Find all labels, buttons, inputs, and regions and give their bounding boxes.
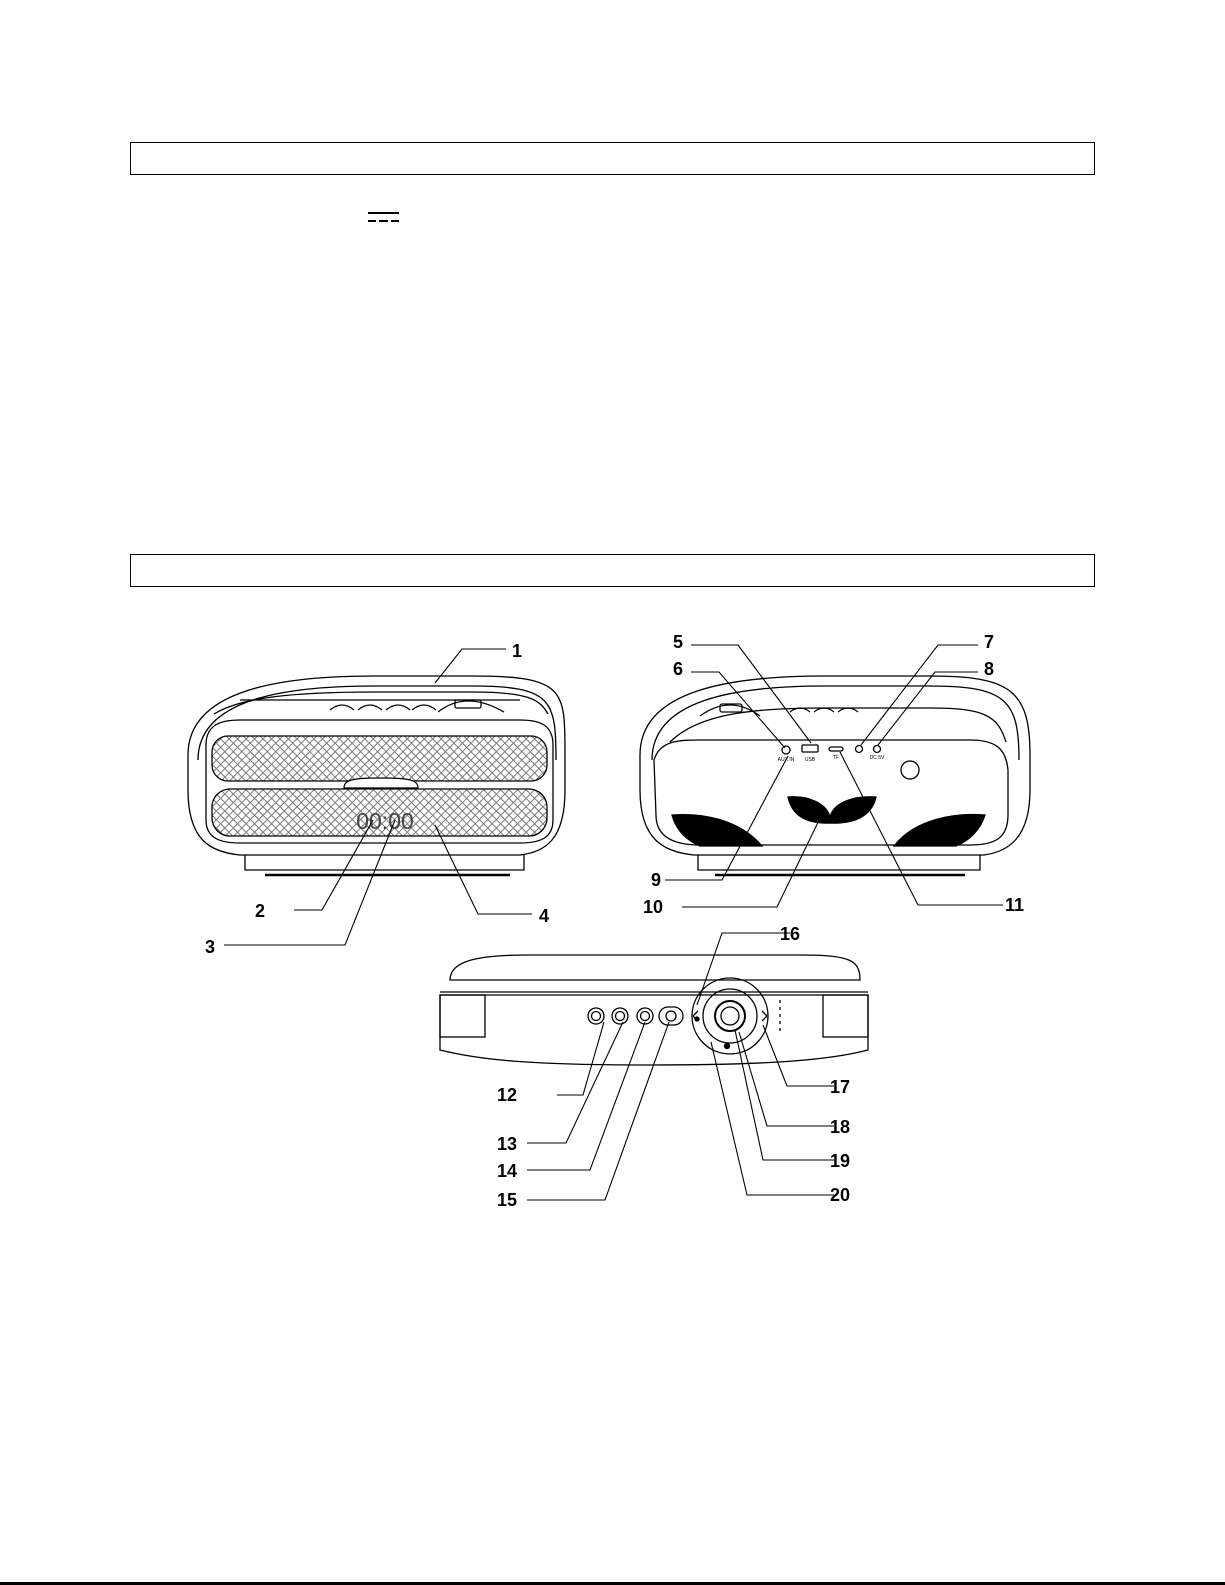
callout-5: 5 xyxy=(673,632,684,652)
aux-port-label: AUX IN xyxy=(777,757,795,763)
callout-7: 7 xyxy=(984,632,995,652)
callout-19: 19 xyxy=(830,1151,851,1171)
clock-display-text: 00:00 xyxy=(356,808,414,834)
callout-16: 16 xyxy=(780,924,801,944)
callout-3: 3 xyxy=(205,937,216,957)
callout-1: 1 xyxy=(512,641,523,661)
callout-4: 4 xyxy=(539,906,550,926)
callout-11: 11 xyxy=(1005,895,1025,915)
product-diagram xyxy=(0,600,1225,1220)
usb-port-label: USB xyxy=(804,757,816,763)
section-header-box-1 xyxy=(130,142,1095,175)
tf-slot-label: TF xyxy=(832,755,840,761)
callout-15: 15 xyxy=(497,1190,518,1210)
section-header-box-2 xyxy=(130,554,1095,587)
callout-9: 9 xyxy=(651,870,662,890)
back-view xyxy=(640,676,1030,875)
callout-12: 12 xyxy=(497,1085,518,1105)
callout-6: 6 xyxy=(673,659,684,679)
callout-8: 8 xyxy=(984,659,995,679)
dc-port-label: DC 5V xyxy=(869,755,885,761)
callout-20: 20 xyxy=(830,1185,851,1205)
callout-18: 18 xyxy=(830,1117,851,1137)
callout-10: 10 xyxy=(643,897,664,917)
top-view xyxy=(440,955,868,1065)
front-view xyxy=(188,676,565,875)
callout-17: 17 xyxy=(830,1077,851,1097)
callout-14: 14 xyxy=(497,1161,518,1181)
callout-2: 2 xyxy=(255,901,266,921)
dc-current-icon xyxy=(368,210,399,224)
callout-13: 13 xyxy=(497,1134,518,1154)
